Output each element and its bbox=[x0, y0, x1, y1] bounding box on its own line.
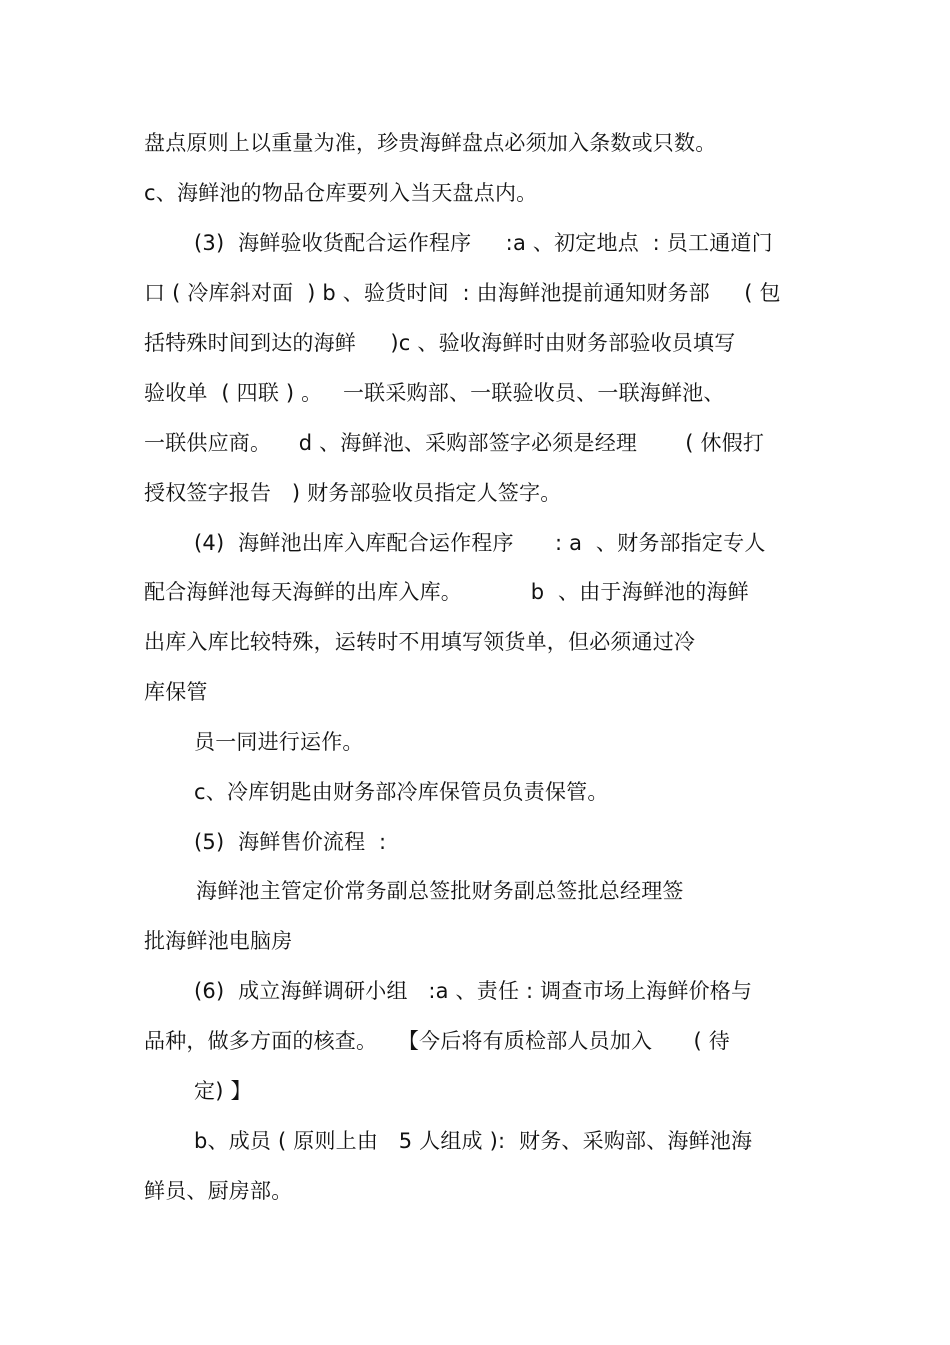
text-line: 员一同进行运作。 bbox=[194, 730, 364, 754]
text-line: c、冷库钥匙由财务部冷库保管员负责保管。 bbox=[194, 780, 609, 804]
text-line: (4) 海鲜池出库入库配合运作程序 : a 、财务部指定专人 bbox=[194, 531, 766, 555]
text-line: 配合海鲜池每天海鲜的出库入库。 b 、由于海鲜池的海鲜 bbox=[144, 580, 749, 604]
text-line: 库保管 bbox=[144, 680, 208, 704]
text-line: 定) 】 bbox=[194, 1079, 252, 1103]
text-line: (5) 海鲜售价流程 : bbox=[194, 830, 387, 854]
text-line: b、成员 ( 原则上由 5 人组成 ): 财务、采购部、海鲜池海 bbox=[194, 1129, 753, 1153]
text-line: 口 ( 冷库斜对面 ) b 、验货时间 : 由海鲜池提前通知财务部 ( 包 bbox=[144, 281, 781, 305]
text-line: 验收单 ( 四联 ) 。 一联采购部、一联验收员、一联海鲜池、 bbox=[144, 381, 725, 405]
text-line: 品种，做多方面的核查。 【今后将有质检部人员加入 ( 待 bbox=[144, 1029, 730, 1053]
text-line: (3) 海鲜验收货配合运作程序 :a 、初定地点 : 员工通道门 bbox=[194, 231, 773, 255]
text-line: 出库入库比较特殊，运转时不用填写领货单，但必须通过冷 bbox=[144, 630, 696, 654]
text-line: (6) 成立海鲜调研小组 :a 、责任 : 调查市场上海鲜价格与 bbox=[194, 979, 753, 1003]
text-line: 海鲜池主管定价常务副总签批财务副总签批总经理签 bbox=[196, 879, 684, 903]
text-line: 授权签字报告 ) 财务部验收员指定人签字。 bbox=[144, 481, 562, 505]
text-line: 盘点原则上以重量为准，珍贵海鲜盘点必须加入条数或只数。 bbox=[144, 131, 717, 155]
text-line: c、海鲜池的物品仓库要列入当天盘点内。 bbox=[144, 181, 538, 205]
text-line: 批海鲜池电脑房 bbox=[144, 929, 293, 953]
text-line: 一联供应商。 d 、海鲜池、采购部签字必须是经理 ( 休假打 bbox=[144, 431, 765, 455]
text-line: 鲜员、厨房部。 bbox=[144, 1179, 293, 1203]
text-line: 括特殊时间到达的海鲜 )c 、验收海鲜时由财务部验收员填写 bbox=[144, 331, 736, 355]
